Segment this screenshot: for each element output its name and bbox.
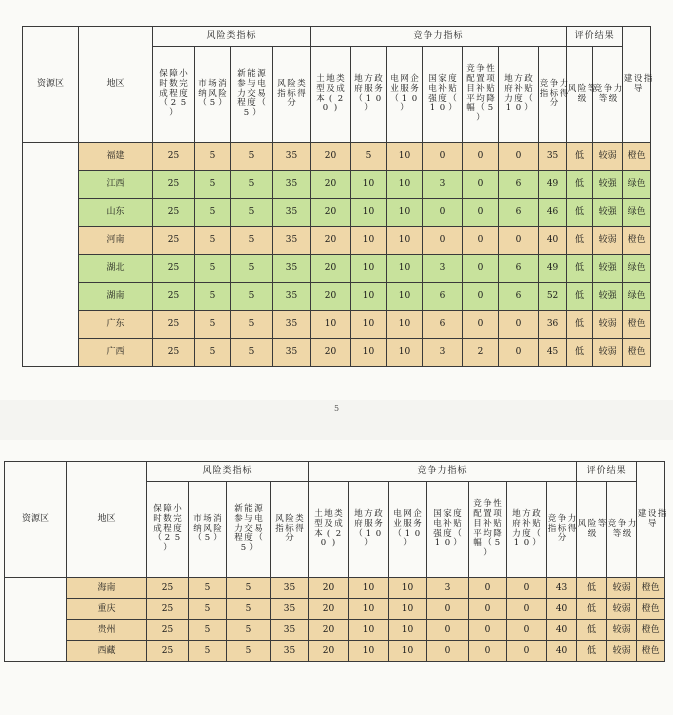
score-cell: 10 (387, 171, 423, 199)
region-cell: 湖南 (79, 283, 153, 311)
score-cell: 0 (463, 171, 499, 199)
resource-zone-header: 资源区 (5, 462, 67, 578)
table-row (23, 143, 651, 171)
score-cell: 0 (499, 311, 539, 339)
table-row (5, 620, 665, 641)
score-cell: 5 (231, 143, 273, 171)
score-cell: 较弱 (607, 599, 637, 620)
compete-group-header: 竞争力指标 (309, 462, 577, 482)
region-cell: 海南 (67, 578, 147, 599)
score-cell: 10 (387, 255, 423, 283)
risk-col-header: 新 能 源 参 与 电 力 交 易 程 度 （ 5 ） (227, 482, 271, 578)
score-cell: 5 (195, 143, 231, 171)
score-cell: 35 (273, 143, 311, 171)
score-cell: 6 (499, 199, 539, 227)
score-cell: 10 (349, 641, 389, 662)
score-cell: 20 (309, 641, 349, 662)
eval-col-header: 竞 争 力 等 级 (593, 47, 623, 143)
risk-col-header: 保 障 小 时 数 完 成 程 度 （ 2 5 ） (147, 482, 189, 578)
score-cell: 20 (309, 578, 349, 599)
score-cell: 绿色 (623, 199, 651, 227)
score-cell: 10 (351, 227, 387, 255)
score-cell: 10 (387, 339, 423, 367)
score-cell: 较弱 (593, 339, 623, 367)
score-cell: 36 (539, 311, 567, 339)
table-row (23, 171, 651, 199)
score-cell: 40 (547, 620, 577, 641)
compete-col-header: 国 家 度 电 补 贴 强 度 （ 1 0 ） (427, 482, 469, 578)
score-cell: 10 (351, 339, 387, 367)
score-cell: 25 (153, 283, 195, 311)
score-cell: 0 (423, 143, 463, 171)
compete-col-header: 土 地 类 型 及 成 本 ( 2 0 ) (311, 47, 351, 143)
score-cell: 0 (423, 199, 463, 227)
score-cell: 5 (195, 255, 231, 283)
compete-col-header: 地 方 政 府 服 务 （ 1 0 ） (349, 482, 389, 578)
score-cell: 绿色 (623, 171, 651, 199)
region-header: 地区 (79, 27, 153, 143)
score-cell: 35 (539, 143, 567, 171)
table-row (23, 199, 651, 227)
score-cell: 橙色 (637, 620, 665, 641)
score-cell: 0 (463, 199, 499, 227)
score-cell: 5 (189, 578, 227, 599)
score-cell: 46 (539, 199, 567, 227)
score-cell: 35 (273, 171, 311, 199)
risk-col-header: 市 场 消 纳 风 险 （ 5 ） (189, 482, 227, 578)
score-cell: 35 (273, 283, 311, 311)
score-cell: 35 (273, 255, 311, 283)
score-cell: 5 (195, 311, 231, 339)
compete-col-header: 国 家 度 电 补 贴 强 度 （ 1 0 ） (423, 47, 463, 143)
score-cell: 10 (351, 171, 387, 199)
score-cell: 5 (189, 641, 227, 662)
score-cell: 5 (195, 283, 231, 311)
score-cell: 5 (227, 578, 271, 599)
resource-zone-cell (5, 578, 67, 662)
risk-col-header: 风 险 类 指 标 得 分 (271, 482, 309, 578)
region-header: 地区 (67, 462, 147, 578)
score-cell: 10 (351, 199, 387, 227)
score-cell: 20 (311, 171, 351, 199)
resource-zone-header: 资源区 (23, 27, 79, 143)
score-cell: 10 (387, 199, 423, 227)
score-cell: 低 (567, 171, 593, 199)
score-cell: 5 (231, 255, 273, 283)
score-cell: 低 (577, 599, 607, 620)
score-cell: 5 (231, 199, 273, 227)
score-cell: 0 (463, 255, 499, 283)
score-cell: 5 (189, 599, 227, 620)
risk-col-header: 市 场 消 纳 风 险 （ 5 ） (195, 47, 231, 143)
score-cell: 低 (567, 311, 593, 339)
table-row (23, 311, 651, 339)
score-cell: 0 (469, 641, 507, 662)
score-cell: 0 (423, 227, 463, 255)
region-cell: 贵州 (67, 620, 147, 641)
score-cell: 10 (311, 311, 351, 339)
score-cell: 0 (463, 227, 499, 255)
score-cell: 25 (147, 641, 189, 662)
compete-col-header: 地 方 政 府 服 务 （ 1 0 ） (351, 47, 387, 143)
score-cell: 6 (499, 171, 539, 199)
score-cell: 0 (427, 599, 469, 620)
compete-col-header: 电 网 企 业 服 务 （ 1 0 ） (389, 482, 427, 578)
score-cell: 40 (539, 227, 567, 255)
score-cell: 橙色 (623, 143, 651, 171)
score-cell: 10 (349, 599, 389, 620)
score-cell: 5 (227, 620, 271, 641)
region-cell: 山东 (79, 199, 153, 227)
eval-col-header: 风 险 等 级 (567, 47, 593, 143)
score-cell: 低 (577, 641, 607, 662)
compete-col-header: 竞 争 力 指 标 得 分 (547, 482, 577, 578)
score-cell: 35 (271, 599, 309, 620)
score-cell: 25 (153, 339, 195, 367)
score-cell: 3 (423, 171, 463, 199)
score-cell: 0 (469, 578, 507, 599)
region-cell: 河南 (79, 227, 153, 255)
region-cell: 江西 (79, 171, 153, 199)
table-row (5, 599, 665, 620)
score-cell: 6 (423, 283, 463, 311)
score-cell: 0 (463, 311, 499, 339)
score-cell: 0 (463, 143, 499, 171)
advice-header: 建 设 指 导 (623, 27, 651, 143)
compete-col-header: 竞 争 力 指 标 得 分 (539, 47, 567, 143)
score-cell: 35 (271, 578, 309, 599)
score-cell: 低 (567, 143, 593, 171)
score-cell: 25 (153, 171, 195, 199)
score-cell: 10 (349, 578, 389, 599)
score-cell: 低 (577, 620, 607, 641)
score-cell: 5 (231, 227, 273, 255)
score-cell: 5 (351, 143, 387, 171)
score-cell: 低 (567, 339, 593, 367)
score-cell: 25 (153, 311, 195, 339)
score-cell: 10 (387, 311, 423, 339)
score-cell: 较强 (593, 171, 623, 199)
score-cell: 40 (547, 599, 577, 620)
compete-col-header: 竞 争 性 配 置 项 目 补 贴 平 均 降 幅 （ 5 ） (463, 47, 499, 143)
score-cell: 35 (273, 227, 311, 255)
table-row (5, 578, 665, 599)
score-cell: 20 (311, 227, 351, 255)
score-cell: 20 (311, 199, 351, 227)
score-cell: 6 (423, 311, 463, 339)
score-cell: 35 (271, 620, 309, 641)
score-cell: 0 (507, 578, 547, 599)
score-cell: 10 (387, 143, 423, 171)
score-cell: 5 (195, 199, 231, 227)
risk-col-header: 保 障 小 时 数 完 成 程 度 （ 2 5 ） (153, 47, 195, 143)
score-cell: 10 (349, 620, 389, 641)
score-cell: 0 (499, 339, 539, 367)
table-row (23, 255, 651, 283)
score-cell: 10 (351, 311, 387, 339)
resource-zone-cell (23, 143, 79, 367)
score-cell: 6 (499, 255, 539, 283)
compete-col-header: 地 方 政 府 补 贴 力 度 （ 1 0 ） (499, 47, 539, 143)
compete-col-header: 竞 争 性 配 置 项 目 补 贴 平 均 降 幅 （ 5 ） (469, 482, 507, 578)
score-table-upper (22, 26, 651, 367)
score-cell: 低 (567, 199, 593, 227)
score-cell: 20 (311, 255, 351, 283)
score-cell: 较强 (593, 283, 623, 311)
score-cell: 0 (427, 641, 469, 662)
score-cell: 5 (195, 171, 231, 199)
score-cell: 绿色 (623, 283, 651, 311)
score-cell: 较强 (593, 199, 623, 227)
score-cell: 45 (539, 339, 567, 367)
score-cell: 10 (351, 283, 387, 311)
score-cell: 25 (153, 255, 195, 283)
region-cell: 广东 (79, 311, 153, 339)
score-cell: 20 (311, 143, 351, 171)
score-cell: 20 (309, 620, 349, 641)
score-cell: 35 (273, 311, 311, 339)
score-cell: 25 (153, 199, 195, 227)
score-cell: 5 (189, 620, 227, 641)
score-cell: 较弱 (593, 227, 623, 255)
eval-col-header: 风 险 等 级 (577, 482, 607, 578)
score-cell: 橙色 (637, 599, 665, 620)
score-cell: 较弱 (593, 143, 623, 171)
score-cell: 5 (231, 311, 273, 339)
risk-col-header: 新 能 源 参 与 电 力 交 易 程 度 （ 5 ） (231, 47, 273, 143)
score-cell: 5 (231, 171, 273, 199)
compete-col-header: 土 地 类 型 及 成 本 ( 2 0 ) (309, 482, 349, 578)
region-cell: 广西 (79, 339, 153, 367)
score-table-lower (4, 461, 665, 662)
score-cell: 0 (507, 599, 547, 620)
score-cell: 橙色 (623, 339, 651, 367)
score-cell: 10 (389, 641, 427, 662)
score-cell: 0 (463, 283, 499, 311)
score-cell: 35 (273, 199, 311, 227)
score-cell: 5 (231, 283, 273, 311)
score-cell: 低 (577, 578, 607, 599)
score-cell: 49 (539, 171, 567, 199)
score-cell: 25 (147, 578, 189, 599)
score-cell: 5 (227, 599, 271, 620)
risk-group-header: 风险类指标 (153, 27, 311, 47)
score-cell: 较强 (593, 255, 623, 283)
score-cell: 10 (351, 255, 387, 283)
score-cell: 较弱 (593, 311, 623, 339)
score-cell: 2 (463, 339, 499, 367)
score-cell: 35 (273, 339, 311, 367)
score-cell: 3 (423, 339, 463, 367)
region-cell: 西藏 (67, 641, 147, 662)
score-cell: 较弱 (607, 620, 637, 641)
score-cell: 3 (427, 578, 469, 599)
table-row (5, 641, 665, 662)
score-cell: 10 (387, 227, 423, 255)
score-cell: 低 (567, 255, 593, 283)
score-cell: 较弱 (607, 641, 637, 662)
score-cell: 5 (227, 641, 271, 662)
score-cell: 0 (499, 143, 539, 171)
advice-header: 建 设 指 导 (637, 462, 665, 578)
compete-col-header: 电 网 企 业 服 务 （ 1 0 ） (387, 47, 423, 143)
page-number: 5 (333, 404, 340, 413)
score-cell: 25 (153, 227, 195, 255)
eval-col-header: 竞 争 力 等 级 (607, 482, 637, 578)
score-cell: 40 (547, 641, 577, 662)
score-cell: 25 (153, 143, 195, 171)
score-cell: 低 (567, 283, 593, 311)
table-row (23, 227, 651, 255)
score-cell: 较弱 (607, 578, 637, 599)
score-cell: 25 (147, 599, 189, 620)
score-cell: 0 (469, 620, 507, 641)
score-cell: 0 (507, 620, 547, 641)
table-row (23, 339, 651, 367)
score-cell: 35 (271, 641, 309, 662)
score-cell: 橙色 (623, 227, 651, 255)
score-cell: 0 (427, 620, 469, 641)
score-cell: 10 (389, 599, 427, 620)
score-cell: 6 (499, 283, 539, 311)
score-cell: 43 (547, 578, 577, 599)
score-cell: 5 (195, 227, 231, 255)
compete-group-header: 竞争力指标 (311, 27, 567, 47)
region-cell: 福建 (79, 143, 153, 171)
score-cell: 10 (387, 283, 423, 311)
score-cell: 5 (231, 339, 273, 367)
eval-group-header: 评价结果 (567, 27, 623, 47)
risk-col-header: 风 险 类 指 标 得 分 (273, 47, 311, 143)
score-cell: 49 (539, 255, 567, 283)
score-cell: 0 (469, 599, 507, 620)
region-cell: 重庆 (67, 599, 147, 620)
score-cell: 橙色 (637, 578, 665, 599)
eval-group-header: 评价结果 (577, 462, 637, 482)
score-cell: 0 (499, 227, 539, 255)
score-cell: 3 (423, 255, 463, 283)
score-cell: 20 (311, 283, 351, 311)
score-cell: 20 (311, 339, 351, 367)
score-cell: 0 (507, 641, 547, 662)
score-cell: 橙色 (637, 641, 665, 662)
score-cell: 25 (147, 620, 189, 641)
score-cell: 橙色 (623, 311, 651, 339)
score-cell: 低 (567, 227, 593, 255)
risk-group-header: 风险类指标 (147, 462, 309, 482)
score-cell: 5 (195, 339, 231, 367)
table-row (23, 283, 651, 311)
score-cell: 绿色 (623, 255, 651, 283)
score-cell: 20 (309, 599, 349, 620)
score-cell: 10 (389, 620, 427, 641)
score-cell: 52 (539, 283, 567, 311)
region-cell: 湖北 (79, 255, 153, 283)
compete-col-header: 地 方 政 府 补 贴 力 度 （ 1 0 ） (507, 482, 547, 578)
score-cell: 10 (389, 578, 427, 599)
